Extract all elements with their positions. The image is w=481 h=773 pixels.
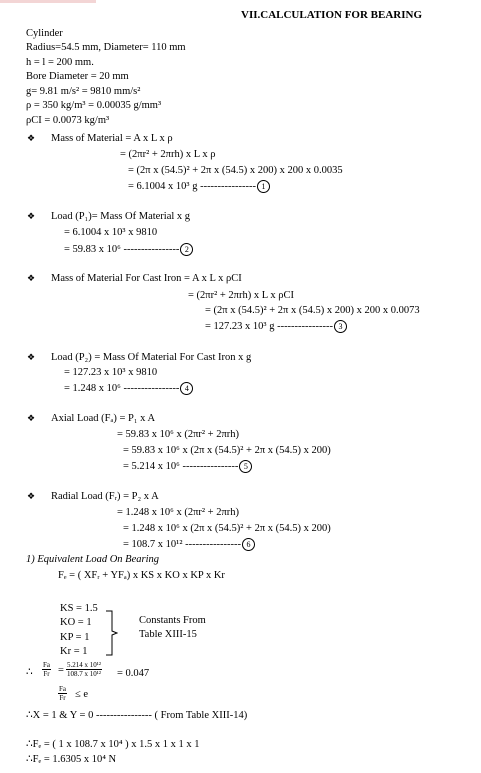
- const-ko: KO = 1: [60, 617, 92, 628]
- ratio-fa: Fa: [43, 661, 50, 669]
- ratio-fa-fr-2: [58, 685, 67, 702]
- ratio-result: = 0.047: [117, 668, 150, 679]
- mass-heading: ❖ Mass of Material = A x L x ρ: [51, 132, 173, 145]
- mass-line-3: = (2π x (54.5)² + 2π x (54.5) x 200) x 200 x 0.0035: [128, 165, 343, 176]
- ratio-therefore: ∴: [26, 667, 33, 678]
- given-density: ρ = 350 kg/m³ = 0.00035 g/mm³: [26, 100, 162, 111]
- const-note-2: Table XIII-15: [139, 629, 197, 640]
- section-title: VII.CALCULATION FOR BEARING: [241, 9, 423, 21]
- top-accent-bar: [0, 0, 96, 3]
- axial-line-3: = 59.83 x 10⁶ x (2π x (54.5)² + 2π x (54.5) x 200): [123, 445, 331, 456]
- eq-number-2: 2: [180, 243, 193, 256]
- mass-line-2: = (2πr² + 2πrh) x L x ρ: [120, 149, 216, 160]
- eq-number-6: 6: [242, 538, 255, 551]
- eq-number-5: 5: [239, 460, 252, 473]
- radial-line-3: = 1.248 x 10⁶ x (2π x (54.5)² + 2π x (54.5) x 200): [123, 523, 331, 534]
- given-density-ci: ρCI = 0.0073 kg/m³: [26, 115, 110, 126]
- equiv-heading: 1) Equivalent Load On Bearing: [26, 554, 159, 565]
- equiv-formula: Fₑ = ( XFᵣ + YFₐ) x KS x KO x KP x Kr: [58, 570, 225, 581]
- radial-line-4: = 108.7 x 10¹² ---------------- 6: [123, 538, 255, 551]
- eq-number-1: 1: [257, 180, 270, 193]
- mass-line-4: = 6.1004 x 10³ g ---------------- 1: [128, 180, 270, 193]
- ratio-eq-sign: =: [58, 665, 64, 676]
- given-bore: Bore Diameter = 20 mm: [26, 71, 129, 82]
- axial-line-4: = 5.214 x 10⁶ ---------------- 5: [123, 460, 252, 473]
- load2-line-2: = 127.23 x 10³ x 9810: [64, 367, 158, 378]
- eq-number-3: 3: [334, 320, 347, 333]
- ratio-den: 108.7 x 10¹²: [67, 670, 101, 678]
- final-line-2: ∴Fₑ = 1.6305 x 10⁴ N: [26, 754, 117, 765]
- radial-heading: ❖ Radial Load (Fᵣ) = P₂ x A: [51, 490, 159, 503]
- mass-ci-line-4: = 127.23 x 10³ g ---------------- 3: [205, 320, 347, 333]
- ratio-fa-fr: [42, 661, 51, 678]
- final-line-1: ∴Fₑ = ( 1 x 108.7 x 10⁴ ) x 1.5 x 1 x 1 x 1: [26, 739, 200, 750]
- radial-line-2: = 1.248 x 10⁶ x (2πr² + 2πrh): [117, 507, 239, 518]
- ratio-fa-2: Fa: [59, 685, 66, 693]
- eq-number-4: 4: [180, 382, 193, 395]
- const-note-1: Constants From: [139, 615, 206, 626]
- ratio-num: 5.214 x 10¹²: [67, 661, 101, 669]
- const-kr: Kr = 1: [60, 646, 88, 657]
- const-kp: KP = 1: [60, 632, 90, 643]
- given-height: h = l = 200 mm.: [26, 57, 94, 68]
- load2-line-3: = 1.248 x 10⁶ ---------------- 4: [64, 382, 193, 395]
- mass-ci-heading: ❖ Mass of Material For Cast Iron = A x L x ρCI: [51, 272, 242, 285]
- load1-line-2: = 6.1004 x 10³ x 9810: [64, 227, 158, 238]
- xy-values: ∴X = 1 & Y = 0 ---------------- ( From Table XIII-14): [26, 710, 248, 721]
- mass-ci-line-3: = (2π x (54.5)² + 2π x (54.5) x 200) x 200 x 0.0073: [205, 305, 420, 316]
- given-gravity: g= 9.81 m/s² = 9810 mm/s²: [26, 86, 141, 97]
- load1-line-3: = 59.83 x 10⁶ ---------------- 2: [64, 243, 193, 256]
- axial-line-2: = 59.83 x 10⁶ x (2πr² + 2πrh): [117, 429, 239, 440]
- ratio-fr: Fr: [43, 670, 50, 678]
- given-radius: Radius=54.5 mm, Diameter= 110 mm: [26, 42, 186, 53]
- ratio-value-frac: [66, 661, 102, 678]
- right-brace-icon: [106, 610, 118, 656]
- ratio-compare: ≤ e: [75, 689, 89, 700]
- axial-heading: ❖ Axial Load (Fₐ) = P₁ x A: [51, 412, 155, 425]
- load1-heading: ❖ Load (P₁)= Mass Of Material x g: [51, 210, 190, 223]
- given-part: Cylinder: [26, 28, 63, 39]
- ratio-fr-2: Fr: [59, 694, 66, 702]
- mass-ci-line-2: = (2πr² + 2πrh) x L x ρCI: [188, 290, 294, 301]
- load2-heading: ❖ Load (P₂) = Mass Of Material For Cast Iron x g: [51, 351, 251, 364]
- const-ks: KS = 1.5: [60, 603, 98, 614]
